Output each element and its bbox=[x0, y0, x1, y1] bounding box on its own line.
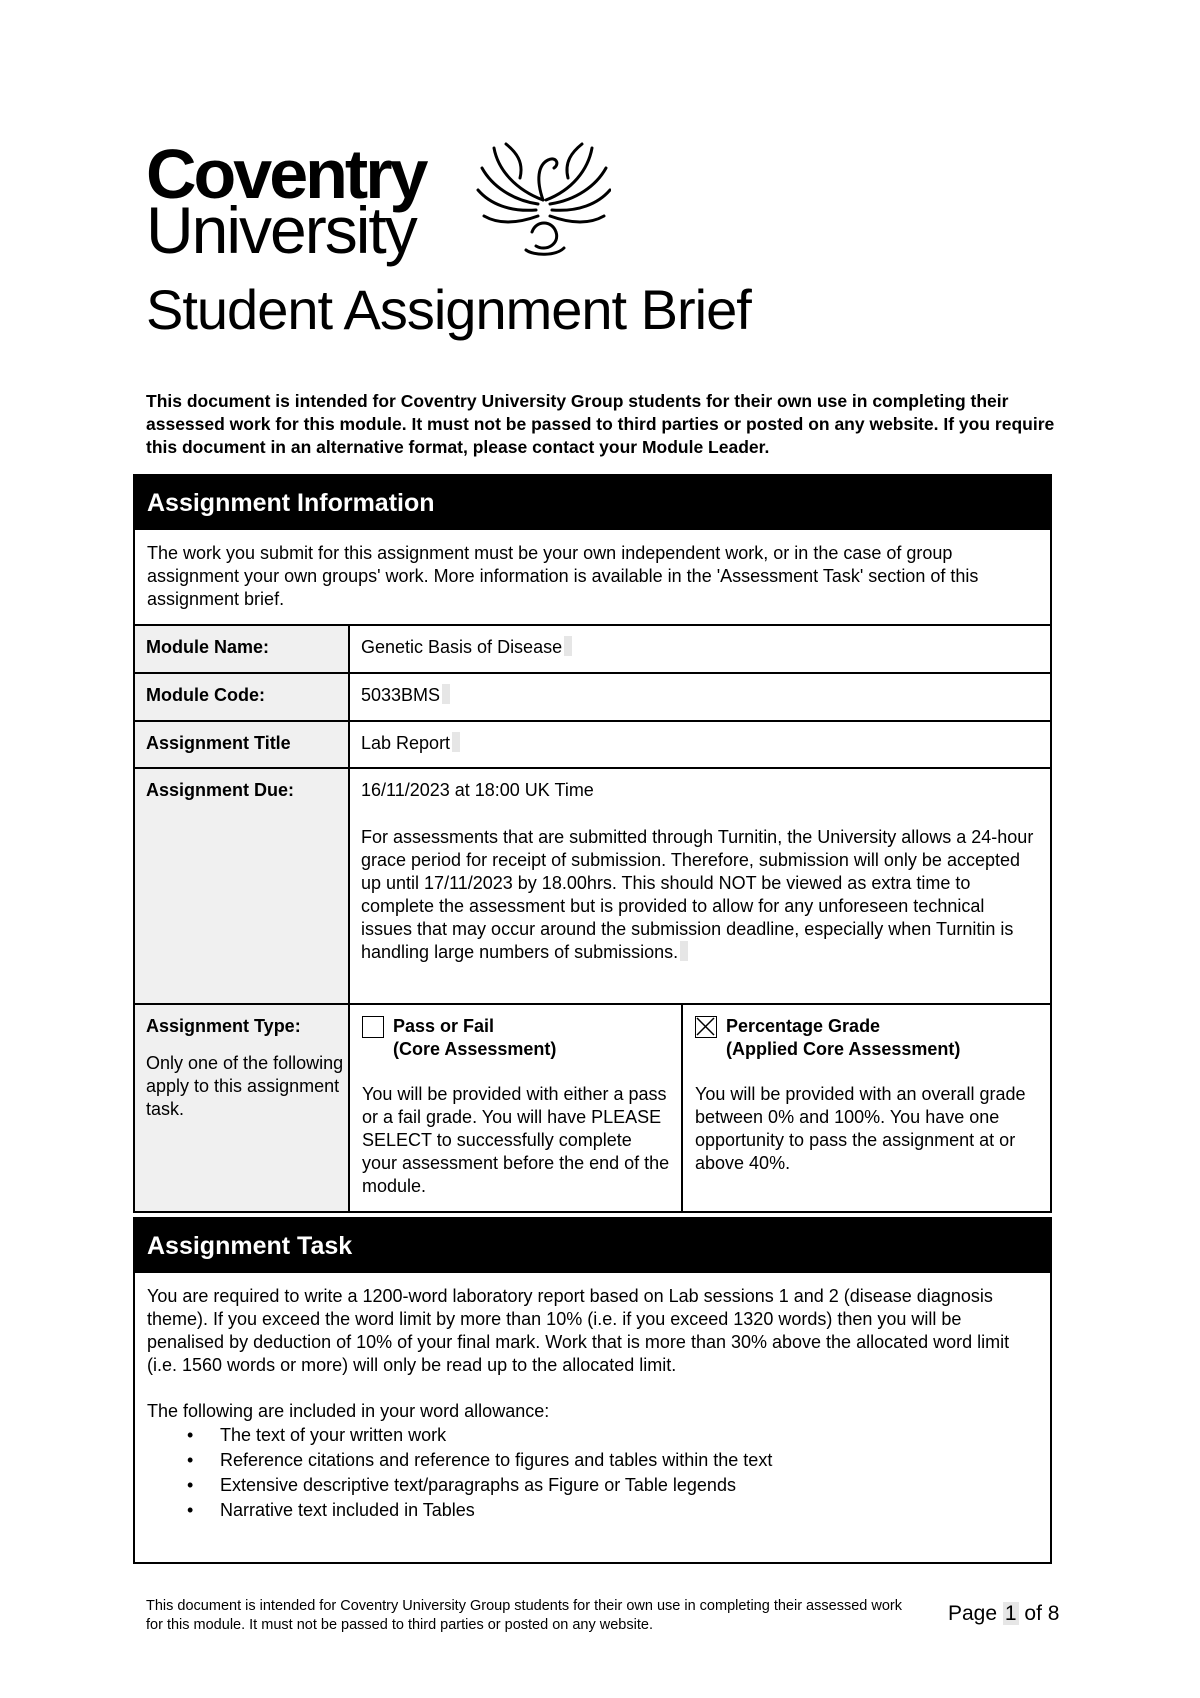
option-percentage-body: You will be provided with an overall grade between 0% and 100%. You have one opportunity to pass the assignment at or above 40%. bbox=[695, 1084, 1026, 1173]
option-pass-fail-head bbox=[362, 1015, 671, 1061]
assignment-information-section bbox=[133, 474, 1052, 1213]
assignment-type-row bbox=[135, 1003, 1050, 1211]
logo-line-coventry: Coventry bbox=[146, 135, 426, 213]
page-current: 1 bbox=[1004, 1602, 1017, 1625]
option-percentage-grade bbox=[683, 1005, 1050, 1211]
module-name-row bbox=[135, 624, 1050, 672]
module-code-text: 5033BMS bbox=[361, 685, 441, 705]
list-item: • Reference citations and reference to figures and tables within the text bbox=[187, 1448, 1042, 1473]
assignment-information-note: The work you submit for this assignment must be your own independent work, or in the case of group assignment your own groups' work. More information is available in the 'Assessment Task' section of this assignment brief. bbox=[147, 543, 979, 609]
assignment-type-hint: Only one of the following apply to this assignment task. bbox=[146, 1053, 344, 1119]
page-title: Student Assignment Brief bbox=[146, 278, 751, 341]
module-name-value bbox=[361, 636, 1038, 659]
assignment-type-label bbox=[135, 1005, 350, 1211]
option-pass-fail-title: Pass or Fail bbox=[393, 1016, 495, 1036]
task-paragraph-1: You are required to write a 1200-word laboratory report based on Lab sessions 1 and 2 (disease diagnosis theme). If you exceed the word limit by more than 10% (i.e. if you exceed 1320 words) then you will be penalised by deduction of 10% of your final mark. Work that is more than 30% above the allocated word limit (i.e. 1560 words or more) will only be read up to the allocated limit. bbox=[147, 1286, 1010, 1375]
assignment-information-header: Assignment Information bbox=[135, 476, 1050, 530]
field-marker bbox=[680, 941, 688, 961]
module-name-text: Genetic Basis of Disease bbox=[361, 637, 563, 657]
module-code-row bbox=[135, 672, 1050, 720]
page-sep: of bbox=[1024, 1602, 1042, 1625]
checkbox-unchecked-icon[interactable] bbox=[362, 1016, 384, 1038]
footer-notice: This document is intended for Coventry University Group students for their own use in completing their assessed work for this module. It must not be passed to third parties or posted on any website. bbox=[146, 1598, 902, 1633]
page-indicator bbox=[948, 1600, 1059, 1628]
university-logo bbox=[146, 135, 606, 280]
assignment-title-text: Lab Report bbox=[361, 733, 451, 753]
assignment-due-row bbox=[135, 767, 1050, 1003]
option-pass-fail-body: You will be provided with either a pass or a fail grade. You will have PLEASE SELECT to successfully complete your assessment before the end of the module. bbox=[362, 1084, 670, 1196]
checkbox-checked-icon[interactable] bbox=[695, 1016, 717, 1038]
module-code-label: Module Code: bbox=[135, 674, 350, 720]
assignment-due-label: Assignment Due: bbox=[135, 769, 350, 1003]
assignment-task-header: Assignment Task bbox=[135, 1219, 1050, 1273]
option-percentage-subtitle: (Applied Core Assessment) bbox=[726, 1039, 961, 1059]
option-pass-fail bbox=[350, 1005, 683, 1211]
module-name-label: Module Name: bbox=[135, 626, 350, 672]
option-percentage-title: Percentage Grade bbox=[726, 1016, 881, 1036]
logo-line-university: University bbox=[146, 193, 416, 267]
page-prefix: Page bbox=[948, 1602, 998, 1625]
field-marker bbox=[564, 636, 572, 656]
grace-period-text: For assessments that are submitted through Turnitin, the University allows a 24-hour grace period for receipt of submission. Therefore, submission will only be accepted up until 17/11/2023 by 18.00hrs. This should NOT be viewed as extra time to complete the assessment but is provided to allow for any unforeseen technical issues that may occur around the submission deadline, especially when Turnitin is handling large numbers of submissions. bbox=[361, 827, 1034, 962]
assignment-title-row bbox=[135, 720, 1050, 767]
assignment-title-label: Assignment Title bbox=[135, 722, 350, 767]
due-date: 16/11/2023 at 18:00 UK Time bbox=[361, 780, 594, 800]
phoenix-icon bbox=[476, 140, 611, 260]
option-percentage-head bbox=[695, 1015, 1040, 1061]
list-item: • Narrative text included in Tables bbox=[187, 1498, 1042, 1523]
module-code-value bbox=[361, 684, 1038, 707]
field-marker bbox=[442, 684, 450, 704]
assignment-type-title: Assignment Type: bbox=[146, 1016, 301, 1036]
grace-period-note bbox=[361, 826, 1038, 964]
page-total: 8 bbox=[1047, 1602, 1060, 1625]
assignment-task-section bbox=[133, 1217, 1052, 1564]
task-paragraph-2: The following are included in your word allowance: bbox=[147, 1401, 550, 1421]
logo-wordmark bbox=[146, 135, 476, 280]
field-marker bbox=[452, 732, 460, 752]
assignment-task-body bbox=[147, 1285, 1042, 1523]
word-allowance-list bbox=[147, 1423, 1042, 1523]
check-cross-icon bbox=[696, 1017, 715, 1036]
list-item: • The text of your written work bbox=[187, 1423, 1042, 1448]
assignment-title-value bbox=[361, 732, 1038, 755]
list-item: • Extensive descriptive text/paragraphs as Figure or Table legends bbox=[187, 1473, 1042, 1498]
option-pass-fail-subtitle: (Core Assessment) bbox=[393, 1039, 557, 1059]
assignment-due-value bbox=[361, 779, 1038, 964]
intro-notice: This document is intended for Coventry University Group students for their own use in completing their assessed work for this module. It must not be passed to third parties or posted on any website. If you require this document in an alternative format, please contact your Module Leader. bbox=[146, 391, 1055, 457]
